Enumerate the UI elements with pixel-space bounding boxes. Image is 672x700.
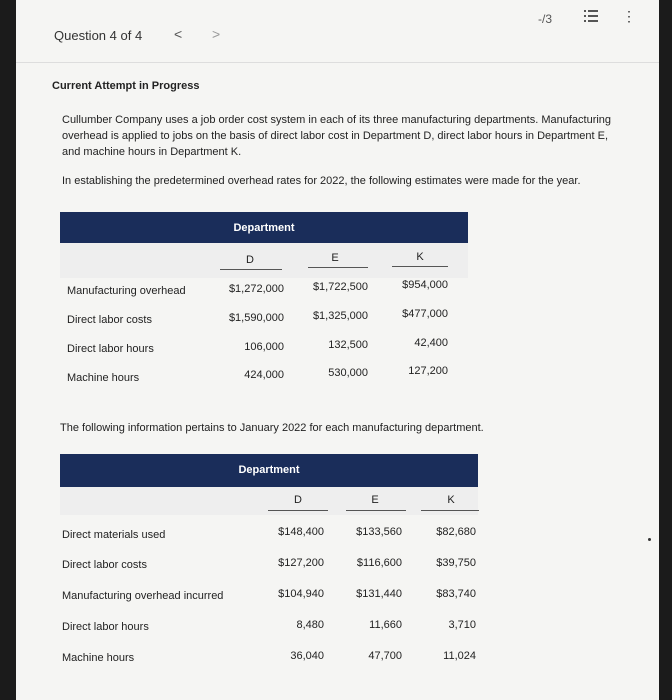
table-cell: 8,480 (296, 619, 324, 631)
row-label: Direct labor costs (67, 314, 152, 326)
column-header-d: D (294, 494, 302, 506)
row-label: Manufacturing overhead (67, 285, 186, 297)
table-cell: $116,600 (356, 557, 402, 569)
table-cell: $39,750 (436, 557, 476, 569)
row-label: Machine hours (62, 652, 135, 664)
table-cell: 530,000 (328, 367, 368, 379)
column-header-e: E (371, 494, 379, 506)
question-header (16, 0, 659, 63)
row-label: Direct labor hours (62, 621, 149, 633)
column-header-k: K (447, 494, 455, 506)
table-cell: $477,000 (402, 308, 448, 320)
table-cell: $82,680 (436, 526, 476, 538)
column-underline (421, 510, 479, 511)
department-header: Department (60, 454, 478, 487)
table-cell: 3,710 (448, 619, 476, 631)
table-cell: $1,590,000 (228, 312, 284, 324)
decorative-dot (648, 538, 651, 541)
table-cell: $954,000 (402, 279, 448, 291)
table-cell: $127,200 (278, 557, 324, 569)
column-underline (308, 267, 368, 268)
score-display: -/3 (538, 12, 553, 26)
prev-question-button[interactable]: < (174, 26, 183, 42)
table-cell: $83,740 (436, 588, 476, 600)
table-cell: $1,272,000 (228, 283, 284, 295)
table-cell: $1,325,000 (312, 310, 368, 322)
january-intro: The following information pertains to January 2022 for each manufacturing department. (60, 422, 484, 434)
column-header-d: D (246, 254, 254, 266)
table-cell: $1,722,500 (312, 281, 368, 293)
next-question-button[interactable]: > (212, 26, 221, 42)
estimates-intro: In establishing the predetermined overhead rates for 2022, the following estimates were made for the year. (62, 175, 581, 187)
table-cell: 424,000 (244, 369, 284, 381)
table-cell: 132,500 (328, 339, 368, 351)
row-label: Manufacturing overhead incurred (62, 590, 224, 602)
row-label: Direct labor hours (67, 343, 154, 355)
table-cell: 11,024 (443, 650, 476, 662)
table-cell: 42,400 (414, 337, 448, 349)
more-options-icon[interactable]: ⋮ (622, 8, 636, 24)
table-cell: 47,700 (368, 650, 402, 662)
row-label: Machine hours (67, 372, 140, 384)
table-cell: 36,040 (290, 650, 324, 662)
column-underline (268, 510, 328, 511)
table-cell: 127,200 (408, 365, 448, 377)
row-label: Direct labor costs (62, 559, 147, 571)
attempt-status: Current Attempt in Progress (52, 80, 200, 92)
column-underline (346, 510, 406, 511)
table-cell: $131,440 (356, 588, 402, 600)
table-cell: $133,560 (356, 526, 402, 538)
table-cell: $148,400 (278, 526, 324, 538)
screen (16, 0, 659, 700)
column-header-e: E (331, 252, 339, 264)
problem-intro: Cullumber Company uses a job order cost system in each of its three manufacturing departments. Manufacturing overhead is applied to jobs on the basis of direct labor cost in Department D, direct labor hours in Department E, and machine hours in Department K. (62, 114, 612, 158)
table-cell: 106,000 (244, 341, 284, 353)
department-header: Department (60, 212, 468, 243)
column-underline (220, 269, 282, 270)
list-icon[interactable] (584, 10, 598, 22)
table-cell: $104,940 (278, 588, 324, 600)
row-label: Direct materials used (62, 529, 166, 541)
table-cell: 11,660 (369, 619, 402, 631)
column-header-k: K (416, 251, 424, 263)
question-label: Question 4 of 4 (54, 28, 143, 43)
column-underline (392, 266, 448, 267)
